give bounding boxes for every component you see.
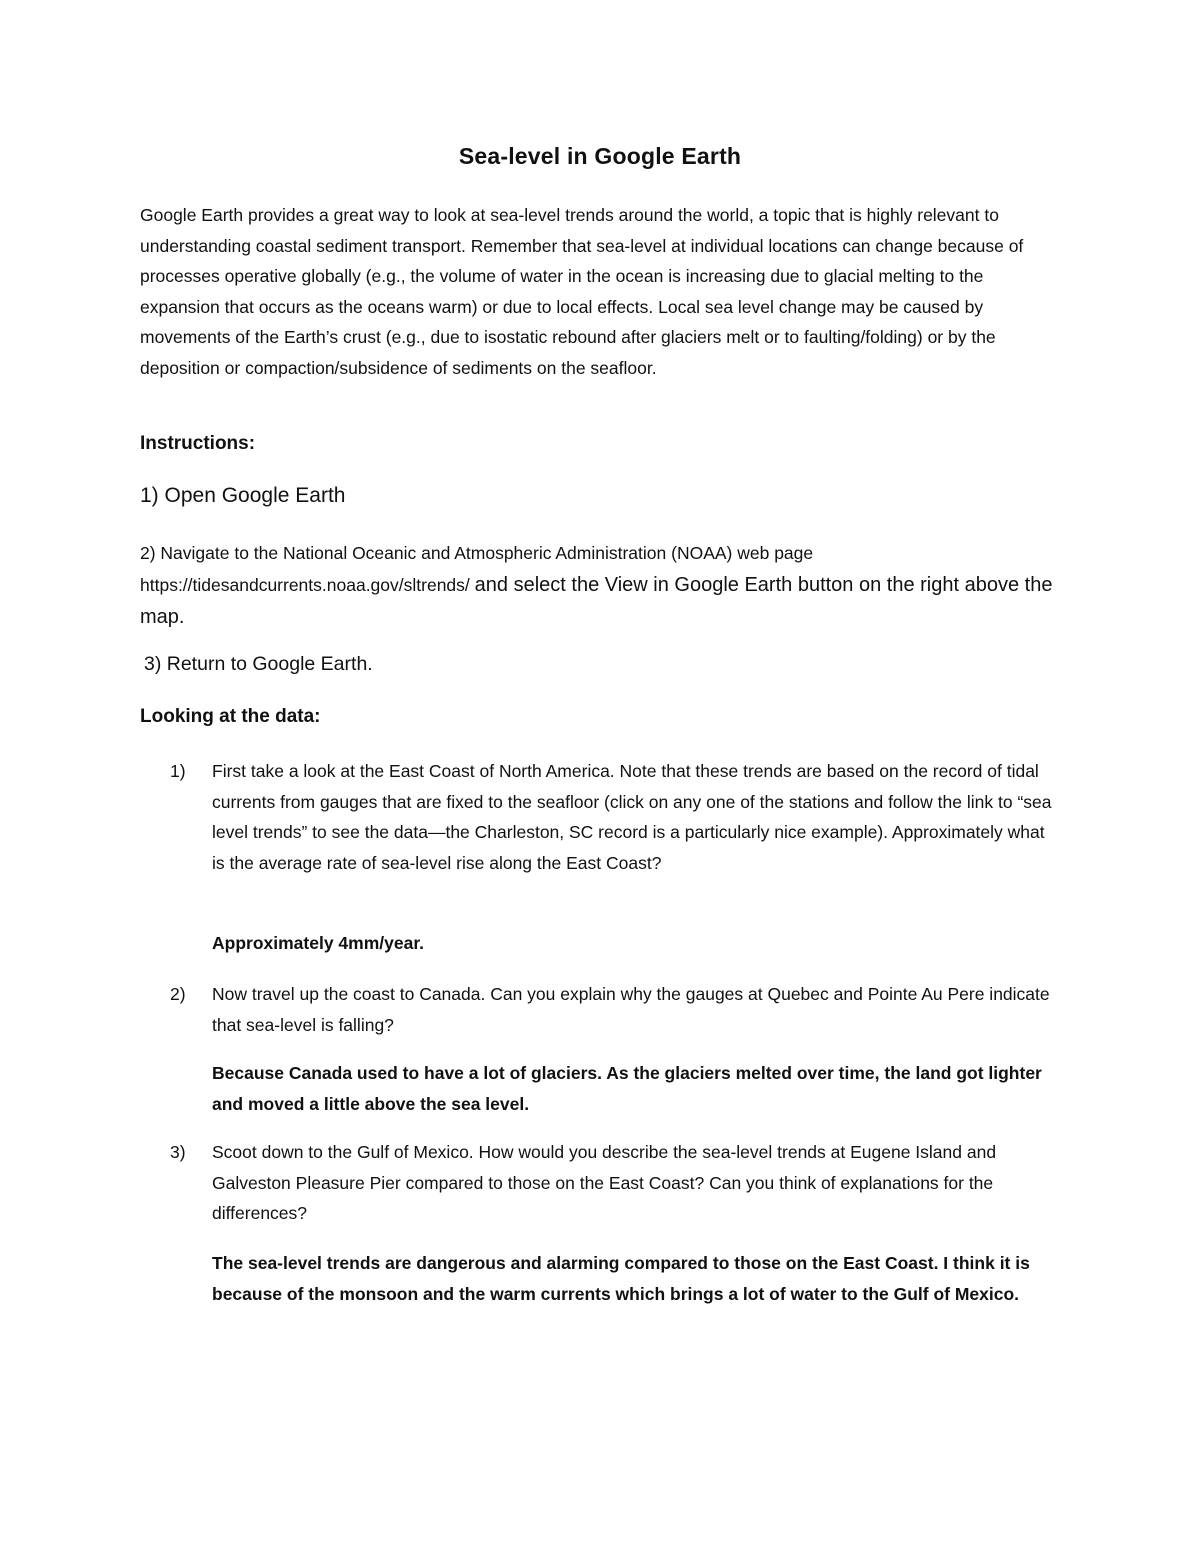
answer-1: Approximately 4mm/year. (212, 933, 425, 953)
answer-2: Because Canada used to have a lot of glaciers. As the glaciers melted over time, the land got lighter and moved a little above the sea level. (212, 1063, 1042, 1114)
instructions-heading: Instructions: (140, 433, 256, 454)
data-heading: Looking at the data: (140, 706, 321, 727)
step-2-text-large: and select the View in Google Earth button on the right above the map. (140, 574, 1053, 628)
question-3 (170, 1137, 1070, 1230)
question-2-text: Now travel up the coast to Canada. Can you explain why the gauges at Quebec and Pointe Au Pere indicate that sea-level is falling? (212, 984, 1050, 1035)
question-1-number: 1) (170, 761, 186, 781)
document-title: Sea-level in Google Earth (458, 143, 742, 169)
intro-paragraph: Google Earth provides a great way to look at sea-level trends around the world, a topic that is highly relevant to understanding coastal sediment transport. Remember that sea-level at individual locations can change because of processes operative globally (e.g., the volume of water in the ocean is increasing due to glacial melting to the expansion that occurs as the oceans warm) or due to local effects. Local sea level change may be caused by movements of the Earth’s crust (e.g., due to isostatic rebound after glaciers melt or to faulting/folding) or by the deposition or compaction/subsidence of sediments on the seafloor. (140, 205, 1024, 378)
question-2-number: 2) (170, 984, 186, 1004)
question-1 (170, 756, 1070, 911)
question-2 (170, 979, 1070, 1041)
answer-3: The sea-level trends are dangerous and alarming compared to those on the East Coast. I think it is because of the monsoon and the warm currents which brings a lot of water to the Gulf of Mexico. (212, 1253, 1030, 1304)
step-3: 3) Return to Google Earth. (144, 653, 373, 675)
step-1: 1) Open Google Earth (140, 484, 346, 507)
question-3-text: Scoot down to the Gulf of Mexico. How would you describe the sea-level trends at Eugene Island and Galveston Pleasure Pier compared to those on the East Coast? Can you think of explanations for the differences? (212, 1142, 997, 1223)
step-2-text: 2) Navigate to the National Oceanic and Atmospheric Administration (NOAA) web page https://tidesandcurrents.noaa.gov/sltrends/ (140, 543, 814, 595)
question-3-number: 3) (170, 1142, 186, 1162)
step-2 (140, 537, 1070, 633)
question-1-text: First take a look at the East Coast of North America. Note that these trends are based on the record of tidal currents from gauges that are fixed to the seafloor (click on any one of the stations and follow the link to “sea level trends” to see the data—the Charleston, SC record is a particularly nice example). Approximately what is the average rate of sea-level rise along the East Coast? (212, 761, 1052, 873)
